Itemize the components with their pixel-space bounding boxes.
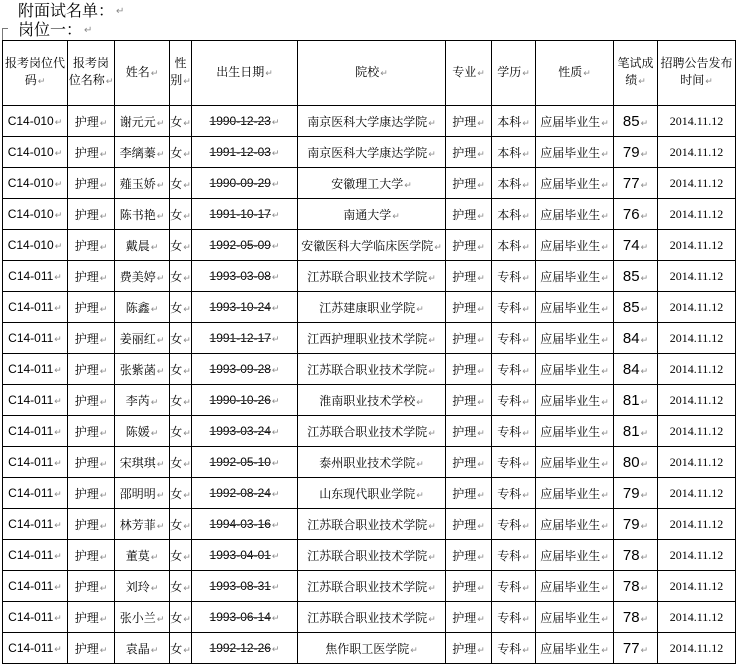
cell-gender: 女↵: [170, 385, 192, 416]
cell-score: 76↵: [614, 199, 658, 230]
cell-score: 79↵: [614, 509, 658, 540]
cell-publish-time: 2014.11.12: [658, 540, 736, 571]
cell-birth-date: 1992-08-24↵: [192, 478, 298, 509]
cell-status: 应届毕业生↵: [536, 137, 614, 168]
cell-score: 85↵: [614, 292, 658, 323]
cell-score: 85↵: [614, 106, 658, 137]
cell-status: 应届毕业生↵: [536, 230, 614, 261]
table-row: [3, 354, 736, 385]
cell-post-name: 护理↵: [68, 478, 115, 509]
cell-major: 护理↵: [446, 354, 492, 385]
cell-birth-date: 1990-12-23↵: [192, 106, 298, 137]
cell-birth-date: 1992-05-09↵: [192, 230, 298, 261]
cell-education: 本科↵: [492, 199, 536, 230]
cell-gender: 女↵: [170, 478, 192, 509]
cell-post-code: C14-011↵: [3, 509, 68, 540]
cell-status: 应届毕业生↵: [536, 509, 614, 540]
table-row: [3, 447, 736, 478]
cell-status: 应届毕业生↵: [536, 261, 614, 292]
col-header-post-name: 报考岗位名称↵: [68, 41, 115, 106]
cell-post-code: C14-011↵: [3, 478, 68, 509]
cell-education: 专科↵: [492, 354, 536, 385]
cell-birth-date: 1994-03-16↵: [192, 509, 298, 540]
cell-major: 护理↵: [446, 168, 492, 199]
cell-birth-date: 1990-10-26↵: [192, 385, 298, 416]
cell-school: 南通大学↵: [298, 199, 446, 230]
cell-education: 专科↵: [492, 540, 536, 571]
cell-school: 江苏联合职业技术学院↵: [298, 602, 446, 633]
col-header-birth: 出生日期↵: [192, 41, 298, 106]
cell-post-code: C14-010↵: [3, 199, 68, 230]
cell-education: 本科↵: [492, 230, 536, 261]
cell-gender: 女↵: [170, 230, 192, 261]
cell-post-code: C14-011↵: [3, 602, 68, 633]
cell-post-code: C14-011↵: [3, 540, 68, 571]
cell-birth-date: 1993-04-01↵: [192, 540, 298, 571]
cell-post-name: 护理↵: [68, 106, 115, 137]
cell-name: 薤玉娇↵: [115, 168, 170, 199]
cell-publish-time: 2014.11.12: [658, 385, 736, 416]
cell-school: 焦作职工医学院↵: [298, 633, 446, 664]
table-row: [3, 168, 736, 199]
cell-education: 专科↵: [492, 602, 536, 633]
table-row: [3, 571, 736, 602]
cell-school: 江苏建康职业学院↵: [298, 292, 446, 323]
cell-post-name: 护理↵: [68, 168, 115, 199]
col-header-status: 性质↵: [536, 41, 614, 106]
cell-score: 77↵: [614, 168, 658, 199]
cell-post-code: C14-011↵: [3, 261, 68, 292]
table-row: [3, 230, 736, 261]
cell-name: 林芳菲↵: [115, 509, 170, 540]
cell-score: 84↵: [614, 354, 658, 385]
cell-major: 护理↵: [446, 540, 492, 571]
cell-status: 应届毕业生↵: [536, 602, 614, 633]
cell-status: 应届毕业生↵: [536, 323, 614, 354]
table-row: [3, 199, 736, 230]
cell-major: 护理↵: [446, 137, 492, 168]
col-header-publish-time: 招聘公告发布时间↵: [658, 41, 736, 106]
cell-birth-date: 1993-03-08↵: [192, 261, 298, 292]
cell-score: 78↵: [614, 602, 658, 633]
cell-school: 安徽理工大学↵: [298, 168, 446, 199]
cell-status: 应届毕业生↵: [536, 292, 614, 323]
cell-school: 江苏联合职业技术学院↵: [298, 354, 446, 385]
cell-score: 78↵: [614, 571, 658, 602]
cell-name: 费美婷↵: [115, 261, 170, 292]
cell-name: 姜丽红↵: [115, 323, 170, 354]
col-header-score: 笔试成绩↵: [614, 41, 658, 106]
cell-publish-time: 2014.11.12: [658, 168, 736, 199]
cell-school: 山东现代职业学院↵: [298, 478, 446, 509]
cell-publish-time: 2014.11.12: [658, 261, 736, 292]
cell-name: 宋琪琪↵: [115, 447, 170, 478]
cell-post-name: 护理↵: [68, 416, 115, 447]
cell-gender: 女↵: [170, 199, 192, 230]
cell-major: 护理↵: [446, 106, 492, 137]
table-row: [3, 478, 736, 509]
cell-post-name: 护理↵: [68, 447, 115, 478]
cell-name: 袁晶↵: [115, 633, 170, 664]
table-row: [3, 137, 736, 168]
candidate-table: [2, 40, 736, 664]
cell-school: 江苏联合职业技术学院↵: [298, 416, 446, 447]
table-row: [3, 292, 736, 323]
cell-birth-date: 1991-12-03↵: [192, 137, 298, 168]
cell-education: 专科↵: [492, 261, 536, 292]
cell-name: 邵明明↵: [115, 478, 170, 509]
cell-post-name: 护理↵: [68, 292, 115, 323]
cell-post-name: 护理↵: [68, 354, 115, 385]
cell-birth-date: 1991-10-17↵: [192, 199, 298, 230]
cell-post-code: C14-010↵: [3, 168, 68, 199]
cell-post-code: C14-011↵: [3, 292, 68, 323]
cell-major: 护理↵: [446, 509, 492, 540]
cell-education: 专科↵: [492, 416, 536, 447]
cell-post-name: 护理↵: [68, 385, 115, 416]
cell-major: 护理↵: [446, 633, 492, 664]
cell-post-name: 护理↵: [68, 602, 115, 633]
cell-score: 84↵: [614, 323, 658, 354]
cell-publish-time: 2014.11.12: [658, 416, 736, 447]
cell-score: 85↵: [614, 261, 658, 292]
cell-post-name: 护理↵: [68, 261, 115, 292]
cell-major: 护理↵: [446, 571, 492, 602]
table-row: [3, 385, 736, 416]
cell-education: 专科↵: [492, 447, 536, 478]
cell-publish-time: 2014.11.12: [658, 230, 736, 261]
cell-major: 护理↵: [446, 447, 492, 478]
table-row: [3, 602, 736, 633]
cell-status: 应届毕业生↵: [536, 106, 614, 137]
table-row: [3, 540, 736, 571]
cell-name: 刘玲↵: [115, 571, 170, 602]
col-header-school: 院校↵: [298, 41, 446, 106]
cell-gender: 女↵: [170, 292, 192, 323]
cell-publish-time: 2014.11.12: [658, 602, 736, 633]
cell-major: 护理↵: [446, 478, 492, 509]
cell-major: 护理↵: [446, 385, 492, 416]
cell-status: 应届毕业生↵: [536, 633, 614, 664]
cell-status: 应届毕业生↵: [536, 540, 614, 571]
cell-gender: 女↵: [170, 447, 192, 478]
cell-birth-date: 1992-12-26↵: [192, 633, 298, 664]
cell-gender: 女↵: [170, 416, 192, 447]
cell-publish-time: 2014.11.12: [658, 199, 736, 230]
cell-education: 专科↵: [492, 385, 536, 416]
cell-score: 79↵: [614, 478, 658, 509]
cell-post-name: 护理↵: [68, 633, 115, 664]
cell-name: 戴晨↵: [115, 230, 170, 261]
table-row: [3, 416, 736, 447]
cell-gender: 女↵: [170, 323, 192, 354]
cell-status: 应届毕业生↵: [536, 571, 614, 602]
cell-birth-date: 1993-08-31↵: [192, 571, 298, 602]
table-row: [3, 106, 736, 137]
cell-post-code: C14-011↵: [3, 447, 68, 478]
cell-publish-time: 2014.11.12: [658, 633, 736, 664]
cell-gender: 女↵: [170, 261, 192, 292]
cell-major: 护理↵: [446, 323, 492, 354]
cell-school: 泰州职业技术学院↵: [298, 447, 446, 478]
cell-post-name: 护理↵: [68, 323, 115, 354]
cell-publish-time: 2014.11.12: [658, 509, 736, 540]
cell-post-name: 护理↵: [68, 230, 115, 261]
cell-publish-time: 2014.11.12: [658, 292, 736, 323]
cell-school: 江苏联合职业技术学院↵: [298, 261, 446, 292]
cell-name: 张紫菡↵: [115, 354, 170, 385]
cell-gender: 女↵: [170, 571, 192, 602]
cell-post-code: C14-011↵: [3, 416, 68, 447]
cell-birth-date: 1990-09-29↵: [192, 168, 298, 199]
cell-education: 专科↵: [492, 478, 536, 509]
cell-major: 护理↵: [446, 199, 492, 230]
cell-post-code: C14-011↵: [3, 354, 68, 385]
cell-name: 陈媛↵: [115, 416, 170, 447]
table-row: [3, 323, 736, 354]
cell-education: 专科↵: [492, 633, 536, 664]
cell-education: 专科↵: [492, 509, 536, 540]
cell-school: 江苏联合职业技术学院↵: [298, 571, 446, 602]
cell-score: 78↵: [614, 540, 658, 571]
cell-name: 董莫↵: [115, 540, 170, 571]
cell-post-code: C14-010↵: [3, 106, 68, 137]
col-header-major: 专业↵: [446, 41, 492, 106]
cell-gender: 女↵: [170, 540, 192, 571]
cell-gender: 女↵: [170, 633, 192, 664]
cell-publish-time: 2014.11.12: [658, 571, 736, 602]
cell-name: 张小兰↵: [115, 602, 170, 633]
cell-status: 应届毕业生↵: [536, 478, 614, 509]
cell-publish-time: 2014.11.12: [658, 323, 736, 354]
cell-education: 本科↵: [492, 168, 536, 199]
cell-post-code: C14-010↵: [3, 230, 68, 261]
cell-post-name: 护理↵: [68, 540, 115, 571]
cell-school: 南京医科大学康达学院↵: [298, 137, 446, 168]
cell-birth-date: 1992-05-10↵: [192, 447, 298, 478]
cell-birth-date: 1993-03-24↵: [192, 416, 298, 447]
cell-post-name: 护理↵: [68, 509, 115, 540]
document-subtitle: 岗位一： ↵: [18, 20, 93, 39]
col-header-name: 姓名↵: [115, 41, 170, 106]
cell-name: 李缡蓁↵: [115, 137, 170, 168]
cell-school: 南京医科大学康达学院↵: [298, 106, 446, 137]
cell-gender: 女↵: [170, 168, 192, 199]
cell-school: 淮南职业技术学校↵: [298, 385, 446, 416]
cell-status: 应届毕业生↵: [536, 354, 614, 385]
cell-publish-time: 2014.11.12: [658, 137, 736, 168]
cell-status: 应届毕业生↵: [536, 199, 614, 230]
cell-post-code: C14-011↵: [3, 633, 68, 664]
cell-score: 79↵: [614, 137, 658, 168]
cell-education: 专科↵: [492, 571, 536, 602]
cell-score: 77↵: [614, 633, 658, 664]
cell-post-name: 护理↵: [68, 571, 115, 602]
cell-education: 专科↵: [492, 323, 536, 354]
cell-publish-time: 2014.11.12: [658, 478, 736, 509]
cell-education: 本科↵: [492, 137, 536, 168]
table-header-row: [3, 41, 736, 106]
cell-major: 护理↵: [446, 292, 492, 323]
cell-education: 专科↵: [492, 292, 536, 323]
cell-major: 护理↵: [446, 261, 492, 292]
cell-post-code: C14-011↵: [3, 571, 68, 602]
cell-school: 安徽医科大学临床医学院↵: [298, 230, 446, 261]
cell-school: 江苏联合职业技术学院↵: [298, 540, 446, 571]
cell-name: 谢元元↵: [115, 106, 170, 137]
col-header-education: 学历↵: [492, 41, 536, 106]
cell-post-code: C14-011↵: [3, 323, 68, 354]
table-row: [3, 633, 736, 664]
cell-education: 本科↵: [492, 106, 536, 137]
cell-score: 81↵: [614, 385, 658, 416]
col-header-post-code: 报考岗位代码↵: [3, 41, 68, 106]
cell-gender: 女↵: [170, 106, 192, 137]
cell-birth-date: 1991-12-17↵: [192, 323, 298, 354]
cell-gender: 女↵: [170, 354, 192, 385]
cell-school: 江西护理职业技术学院↵: [298, 323, 446, 354]
cell-post-name: 护理↵: [68, 199, 115, 230]
cell-status: 应届毕业生↵: [536, 168, 614, 199]
cell-publish-time: 2014.11.12: [658, 447, 736, 478]
cell-status: 应届毕业生↵: [536, 385, 614, 416]
cell-status: 应届毕业生↵: [536, 416, 614, 447]
table-row: [3, 261, 736, 292]
table-row: [3, 509, 736, 540]
document-title: 附面试名单： ↵: [18, 1, 125, 20]
cell-name: 李芮↵: [115, 385, 170, 416]
cell-score: 81↵: [614, 416, 658, 447]
cell-gender: 女↵: [170, 509, 192, 540]
cell-publish-time: 2014.11.12: [658, 106, 736, 137]
col-header-gender: 性别↵: [170, 41, 192, 106]
cell-major: 护理↵: [446, 230, 492, 261]
cell-name: 陈书艳↵: [115, 199, 170, 230]
cell-status: 应届毕业生↵: [536, 447, 614, 478]
cell-score: 74↵: [614, 230, 658, 261]
cell-birth-date: 1993-09-28↵: [192, 354, 298, 385]
cell-gender: 女↵: [170, 602, 192, 633]
cell-score: 80↵: [614, 447, 658, 478]
cell-major: 护理↵: [446, 416, 492, 447]
cell-post-code: C14-010↵: [3, 137, 68, 168]
cell-school: 江苏联合职业技术学院↵: [298, 509, 446, 540]
cell-post-code: C14-011↵: [3, 385, 68, 416]
cell-major: 护理↵: [446, 602, 492, 633]
cell-gender: 女↵: [170, 137, 192, 168]
cell-post-name: 护理↵: [68, 137, 115, 168]
cell-birth-date: 1993-06-14↵: [192, 602, 298, 633]
cell-name: 陈鑫↵: [115, 292, 170, 323]
cell-publish-time: 2014.11.12: [658, 354, 736, 385]
cell-birth-date: 1993-10-24↵: [192, 292, 298, 323]
